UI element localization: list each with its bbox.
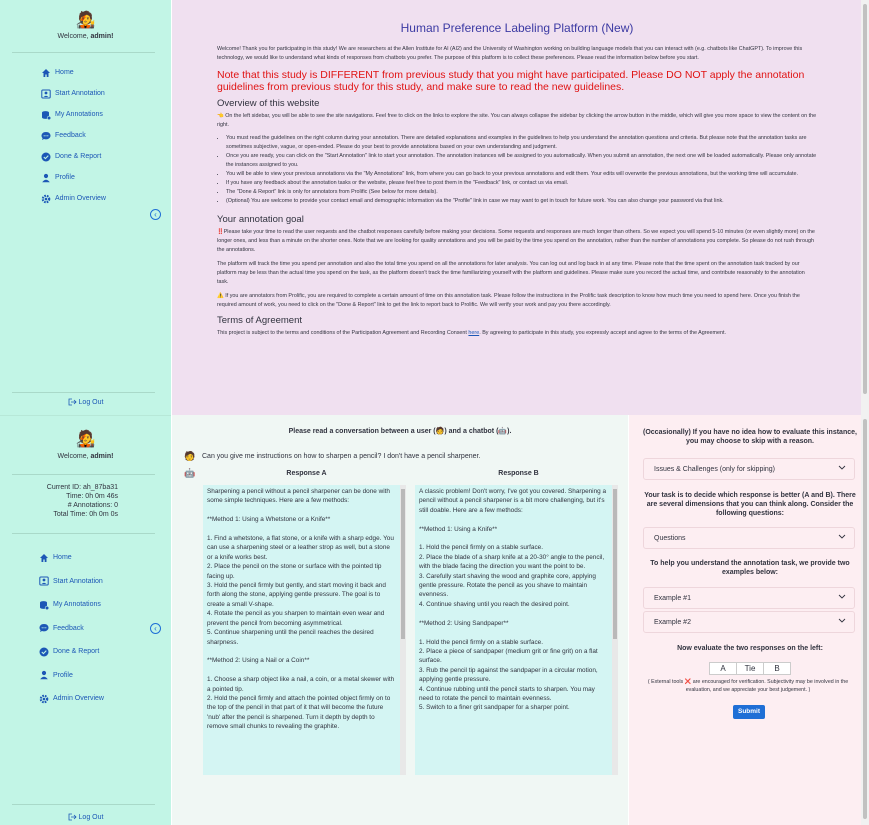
sidebar-item-profile[interactable]: Profile: [0, 167, 171, 188]
external-tools-note: ( External tools ❌ are encouraged for verification. Subjectivity may be involved in the evaluation, and we appreciate your best judgement. ): [647, 679, 849, 693]
intro-text: Welcome! Thank you for participating in this study! We are researchers at the Allen Institute for AI (AI2) and the University of Washington working on building language models that you can interact with (e.g. chatbots like ChatGPT). To improve this technology, we would like to understand what kinds of responses from chatbots you prefer. The purpose of this platform is to collect these preferences. Please read the information below before you start.: [217, 46, 803, 61]
sidebar-item-start-annotation[interactable]: Start Annotation: [0, 83, 171, 104]
task-note: Your task is to decide which response is better (A and B). There are several dimensions that you can think along. Consider the following questions:: [644, 492, 856, 517]
sidebar-nav: [0, 546, 171, 711]
list-item: • Once you are ready, you can click on the "Start Annotation" link to start your annotation. The annotation instances will be assigned to you automatically. When you submit an annotation, the next one will be loaded automatically. Please only annotate the instances assigned to you.: [226, 152, 817, 170]
scrollbar-thumb: [863, 419, 867, 819]
start-annotation-icon: [41, 89, 51, 99]
goal-heading: Your annotation goal: [217, 214, 304, 225]
divider: [12, 804, 155, 805]
chevron-down-icon: [838, 594, 846, 601]
scrollbar[interactable]: [400, 485, 406, 775]
example-1-expander[interactable]: Example #1: [643, 587, 855, 609]
sidebar-item-profile[interactable]: Profile: [0, 664, 171, 688]
chevron-down-icon: [838, 534, 846, 541]
scrollbar[interactable]: [861, 0, 869, 415]
logout-link[interactable]: Log Out: [0, 398, 171, 406]
preference-selector: [709, 662, 791, 675]
done-report-icon: [41, 152, 51, 162]
response-a-box[interactable]: Sharpening a pencil without a pencil sharpener can be done with some simple techniques. Here are a few methods: **Method 1: Using a Whetstone or a Knife** 1. Find a whetstone, a flat stone, or a knife with a sharp edge. You can use a sharpening steel or a leather strop as well, but a stone or a knife works best. 2. Place the pencil on the stone or surface with the pointed tip facing up. 3. Hold the pencil firmly but gently, and start moving it back and forth along the stone, applying gentle pressure. The goal is to create a small V-shape. 4. Rotate the pencil as you sharpen to maintain even wear and prevent the pencil from becoming asymmetrical. 5. Continue sharpening until the pencil reaches the desired sharpness. **Method 2: Using a Nail or a Coin** 1. Choose a sharp object like a nail, a coin, or a metal skewer with a pointed tip. 2. Hold the pencil firmly and attach the pointed object firmly on to the top of the pencil in that part of it that will become the future 'nub' after the pencil is sharpened. Turn it depth by depth to remove small chunks to revealing the graphite.: [203, 485, 406, 775]
guideline-list: [224, 134, 817, 206]
divider: [12, 52, 155, 53]
annotation-stats: [0, 483, 118, 519]
sidebar-item-admin-overview[interactable]: Admin Overview: [0, 188, 171, 209]
scrollbar-thumb: [401, 489, 405, 639]
logout-link[interactable]: Log Out: [0, 813, 171, 821]
examples-note: To help you understand the annotation task, we provide two examples below:: [650, 560, 850, 576]
scrollbar[interactable]: [861, 415, 869, 825]
feedback-icon: [41, 131, 51, 141]
scrollbar-thumb: [613, 489, 617, 639]
sidebar-item-my-annotations[interactable]: My Annotations: [0, 104, 171, 125]
response-b-box[interactable]: A classic problem! Don't worry, I've got you covered. Sharpening a pencil without a pencil sharpener is a bit more challenging, but it's still doable. Here are a few methods: **Method 1: Using a Knife** 1. Hold the pencil firmly on a stable surface. 2. Place the blade of a sharp knife at a 20-30° angle to the pencil, with the blade facing the direction you want the point to be. 3. Carefully start shaving the wood and graphite core, applying gentle pressure. Rotate the pencil as you shave to maintain evenness. 4. Continue shaving until you reach the desired point. **Method 2: Using Sandpaper** 1. Hold the pencil firmly on a stable surface. 2. Place a piece of sandpaper (medium grit or fine grit) on a flat surface. 3. Rub the pencil tip against the sandpaper in a circular motion, applying gentle pressure. 4. Continue rubbing until the pencil starts to sharpen. You may need to rotate the pencil to maintain evenness. 5. Switch to a finer grit sandpaper for a sharper point.: [415, 485, 618, 775]
chevron-down-icon: [838, 465, 846, 472]
admin-overview-icon: [39, 694, 49, 704]
divider: [12, 392, 155, 393]
my-annotations-icon: [41, 110, 51, 120]
admin-overview-icon: [41, 194, 51, 204]
response-b-title: Response B: [498, 470, 539, 477]
divider: [12, 533, 155, 534]
chevron-left-icon: ‹: [154, 624, 157, 633]
overview-text: 👈 On the left sidebar, you will be able to see the site navigations. Feel free to click on the links to explore the site. You can always collapse the sidebar by clicking the arrow button in the middle, which will give you more space to view the content on the right.: [217, 113, 817, 128]
current-id: Current ID: ah_87ba31: [46, 484, 118, 491]
total-time: Total Time: 0h 0m 0s: [53, 511, 118, 518]
sidebar-item-feedback[interactable]: Feedback: [0, 617, 171, 641]
list-item: • You must read the guidelines on the right column during your annotation. There are detailed explanations and examples in the guidelines to help you understand the annotation questions and criteria. But please note that the annotation tasks are sometimes subjective, vague, or open-ended. Please do your best to provide annotations based on your own understanding and judgment.: [226, 134, 817, 152]
time-value: Time: 0h 0m 46s: [66, 493, 118, 500]
overview-heading: Overview of this website: [217, 98, 320, 109]
questions-expander[interactable]: Questions: [643, 527, 855, 549]
list-item: • (Optional) You are welcome to provide your contact email and demographic information via the "Profile" link in case we may want to get in touch for future work. You can also change your password via that link.: [226, 197, 817, 206]
my-annotations-icon: [39, 600, 49, 610]
instructions-panel: [172, 0, 861, 415]
chevron-left-icon: ‹: [154, 210, 157, 219]
user-avatar-icon: 🧑: [184, 451, 196, 461]
sidebar-item-start-annotation[interactable]: Start Annotation: [0, 570, 171, 594]
profile-icon: [41, 173, 51, 183]
scrollbar[interactable]: [612, 485, 618, 775]
collapse-sidebar-button[interactable]: [150, 209, 161, 220]
terms-text: This project is subject to the terms and conditions of the Participation Agreement and Recording Consent here. By agreeing to participate in this study, you expressly accept and agree to the terms of the Agreement.: [217, 330, 727, 336]
sidebar-item-admin-overview[interactable]: Admin Overview: [0, 687, 171, 711]
welcome-text: Welcome, admin!: [57, 33, 114, 40]
goal-text: ‼️Please take your time to read the user requests and the chatbot responses carefully before making your decisions. Some requests and responses are much longer than others. So we expect you will spend 5-10 minutes (or even slightly more) on the longer ones, and less than a minute on the shorter ones. Note that we are looking for quality annotations and you will be paid by the time you spend on the annotation, rather than the number of annotations you complete. So please do not rush through the annotations.: [217, 229, 815, 253]
evaluate-note: Now evaluate the two responses on the left:: [677, 645, 823, 652]
avatar: 🧑‍🎤: [75, 12, 96, 29]
sidebar-secondary: [0, 415, 171, 825]
page-title: Human Preference Labeling Platform (New): [400, 21, 634, 35]
avatar: 🧑‍🎤: [75, 431, 96, 448]
welcome-text: Welcome, admin!: [57, 453, 114, 460]
option-a[interactable]: A: [710, 663, 737, 674]
sidebar-nav: [0, 62, 171, 209]
scrollbar-thumb: [863, 4, 867, 394]
chevron-down-icon: [838, 618, 846, 625]
profile-icon: [39, 670, 49, 680]
warning-text: Note that this study is DIFFERENT from previous study that you might have participated. Please DO NOT apply the annotation guidelines from previous study for this study, and make sure to read the new guidelines.: [217, 69, 805, 93]
goal-text: ⚠️ If you are annotators from Prolific, you are required to complete a certain amount of time on this annotation task. Please follow the instructions in the Prolific task description to know how much time you need to spend here. Once you finish the required amount of work, you need to click on the "Done & Report" link to get the link to report back to Prolific. We will verify your work and pay you there accordingly.: [217, 293, 800, 308]
list-item: • The "Done & Report" link is only for annotators from Prolific (See below for more details).: [226, 188, 817, 197]
terms-heading: Terms of Agreement: [217, 315, 303, 326]
sidebar: [0, 0, 171, 415]
sidebar-item-home[interactable]: Home: [0, 62, 171, 83]
start-annotation-icon: [39, 576, 49, 586]
sidebar-item-my-annotations[interactable]: My Annotations: [0, 593, 171, 617]
logout-icon: [68, 813, 77, 821]
list-item: • If you have any feedback about the annotation tasks or the website, please feel free to post them in the "Feedback" link, or contact us via email.: [226, 179, 817, 188]
sidebar-item-done-report[interactable]: Done & Report: [0, 146, 171, 167]
home-icon: [39, 553, 49, 563]
home-icon: [41, 68, 51, 78]
divider: [12, 474, 155, 475]
conversation-panel: [172, 415, 628, 825]
feedback-icon: [39, 623, 49, 633]
skip-note: (Occasionally) If you have no idea how to evaluate this instance, you may choose to skip with a reason.: [643, 429, 857, 445]
logout-icon: [68, 398, 77, 406]
user-message: Can you give me instructions on how to sharpen a pencil? I don't have a pencil sharpener.: [202, 453, 481, 460]
conversation-header: Please read a conversation between a user (🧑) and a chatbot (🤖).: [288, 428, 512, 435]
sidebar-item-feedback[interactable]: Feedback: [0, 125, 171, 146]
bot-avatar-icon: 🤖: [184, 468, 196, 478]
sidebar-item-home[interactable]: Home: [0, 546, 171, 570]
terms-link[interactable]: here: [468, 330, 480, 336]
list-item: • You will be able to view your previous annotations via the "My Annotations" link, from where you can go back to your previous annotations and edit them. Your edits will overwrite the previous annotations, but the working time will accumulate.: [226, 170, 817, 179]
issues-expander[interactable]: Issues & Challenges (only for skipping): [643, 458, 855, 480]
submit-button[interactable]: Submit: [733, 705, 765, 719]
goal-text: The platform will track the time you spend per annotation and also the total time you spend on all the annotations for later analysis. You can log out and log back in at any time. Please note that the time spent on the annotation task tracked by our platform may be less than the actual time you spend on the task, as the platform doesn't track the time familiarizing yourself with the platform and guidelines. Please make sure you record the actual time, and contribute reasonably to the annotation task.: [217, 261, 805, 285]
annotation-panel: [629, 415, 861, 825]
done-report-icon: [39, 647, 49, 657]
option-tie[interactable]: Tie: [737, 663, 764, 674]
user-message-row: [184, 451, 480, 462]
option-b[interactable]: B: [774, 664, 780, 673]
collapse-sidebar-button[interactable]: [150, 623, 161, 634]
response-a-title: Response A: [286, 470, 327, 477]
sidebar-item-done-report[interactable]: Done & Report: [0, 640, 171, 664]
example-2-expander[interactable]: Example #2: [643, 611, 855, 633]
annotation-count: # Annotations: 0: [67, 502, 118, 509]
